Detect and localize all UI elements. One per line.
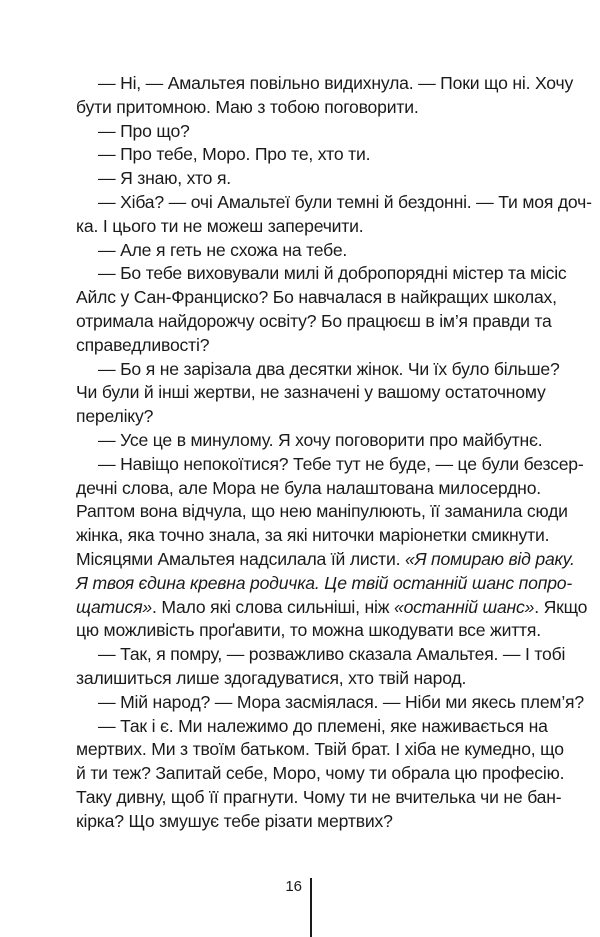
text-line: — Усе це в минулому. Я хочу поговорити про майбутнє.: [98, 429, 543, 450]
page-number: 16: [285, 878, 302, 895]
text-line: Раптом вона відчула, що нею маніпулюють, її заманила сюди: [76, 501, 568, 522]
text-line-italic-mix: Місяцями Амальтея надсилала їй листи. «Я помираю від раку.: [76, 548, 575, 569]
paragraph: [76, 262, 567, 357]
paragraph: [76, 120, 535, 144]
text-line: дечні слова, але Мора не була налаштована милосердно.: [76, 477, 541, 498]
paragraph: [76, 453, 588, 643]
text-line: — Бо я не зарізала два десятки жінок. Чи їх було більше?: [98, 358, 560, 379]
text-line-italic-mix: щатися». Мало які слова сильніші, ніж «останній шанс». Якщо: [76, 596, 588, 617]
paragraph: [76, 143, 535, 167]
text-line: залишиться лише здогадуватися, хто твій народ.: [76, 667, 467, 688]
text-line: — Хіба? — очі Амальтеї були темні й бездонні. — Ти моя доч-: [98, 191, 592, 212]
text-line: — Навіщо непокоїтися? Тебе тут не буде, — це були безсер-: [98, 453, 584, 474]
text-line: — Бо тебе виховували милі й добропорядні містер та місіс: [98, 263, 567, 284]
text-line: цю можливість проґавити, то можна шкодувати все життя.: [76, 620, 541, 641]
text-line-italic: Я твоя єдина кревна родичка. Це твій останній шанс попро-: [76, 572, 573, 593]
paragraph: [76, 715, 565, 834]
text-line: кірка? Що змушує тебе різати мертвих?: [76, 810, 393, 831]
text-line: отримала найдорожчу освіту? Бо працюєш в ім’я правди та: [76, 310, 552, 331]
text-line: — Мій народ? — Мора засміялася. — Ніби ми якесь плем’я?: [98, 691, 584, 712]
text-line: й ти теж? Запитай себе, Моро, чому ти обрала цю професію.: [76, 763, 565, 784]
paragraph: [76, 643, 566, 691]
text-line: переліку?: [76, 406, 154, 427]
text-line: бути притомною. Маю з тобою поговорити.: [76, 96, 419, 117]
text-line: Чи були й інші жертви, не зазначені у вашому остаточному: [76, 382, 546, 403]
text-line: Таку дивну, щоб її прагнути. Чому ти не вчителька чи не бан-: [76, 786, 562, 807]
text-line: жінка, яка точно знала, за які ниточки маріонетки смикнути.: [76, 525, 550, 546]
text-line: справедливості?: [76, 334, 210, 355]
text-line: — Про що?: [98, 120, 190, 141]
paragraph: [76, 167, 535, 191]
text-line: — Так і є. Ми належимо до племені, яке наживається на: [98, 715, 548, 736]
text-line: мертвих. Ми з твоїм батьком. Твій брат. І хіба не кумедно, що: [76, 739, 564, 760]
paragraph: [76, 429, 543, 453]
text-line: — Я знаю, хто я.: [98, 168, 231, 189]
text-line: Айлс у Сан-Франциско? Бо навчалася в найкращих школах,: [76, 287, 557, 308]
paragraph: [76, 72, 574, 120]
book-page-body: [76, 72, 592, 834]
text-line: ка. І цього ти не можеш заперечити.: [76, 215, 364, 236]
page-number-rule: [310, 878, 312, 937]
page-footer: [0, 878, 600, 937]
paragraph: [76, 191, 592, 239]
text-line: — Але я геть не схожа на тебе.: [98, 239, 348, 260]
text-line: — Так, я помру, — розважливо сказала Амальтея. — І тобі: [98, 644, 566, 665]
text-line: — Ні, — Амальтея повільно видихнула. — Поки що ні. Хочу: [98, 73, 574, 93]
paragraph: [76, 691, 584, 715]
paragraph: [76, 239, 535, 263]
paragraph: [76, 358, 560, 429]
text-line: — Про тебе, Моро. Про те, хто ти.: [98, 144, 371, 165]
